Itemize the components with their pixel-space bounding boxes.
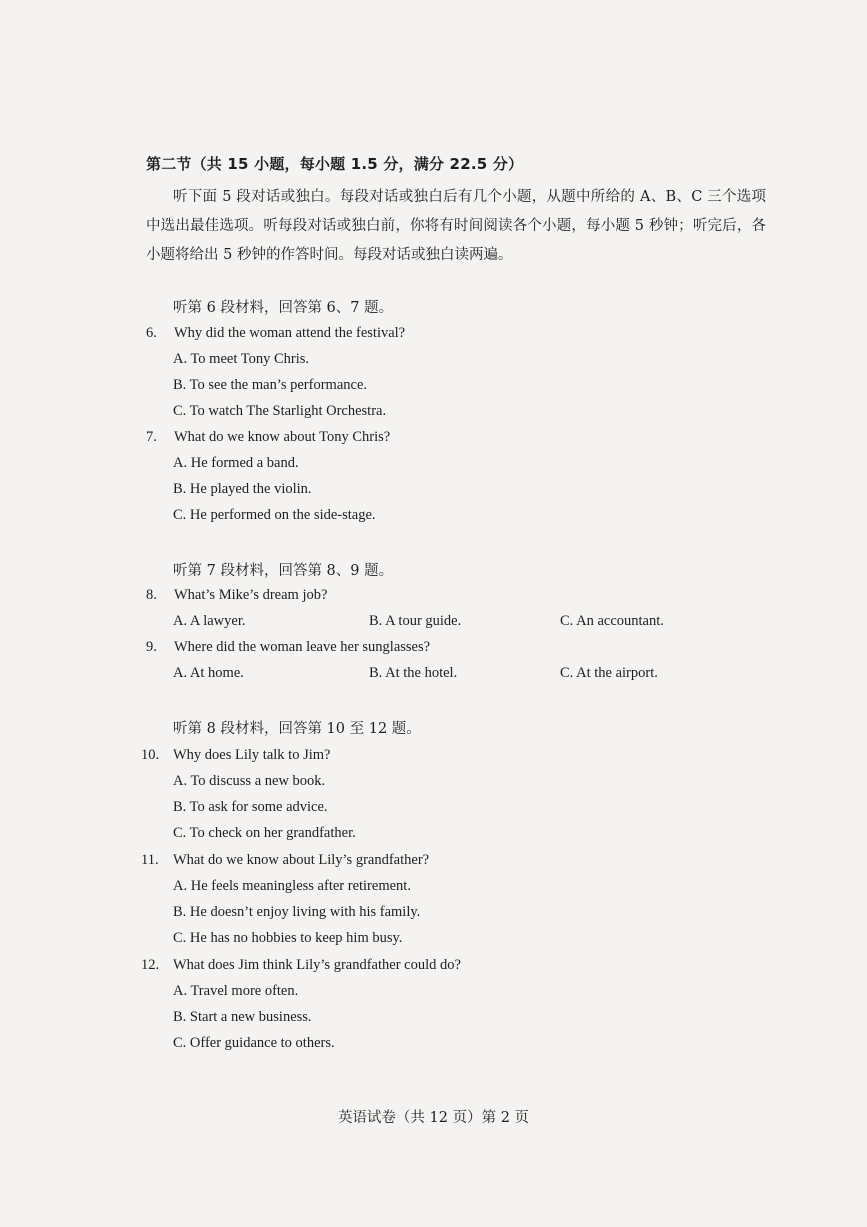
section-instructions: 听下面 5 段对话或独白。每段对话或独白后有几个小题，从题中所给的 A、B、C 三个选项中选出最佳选项。听每段对话或独白前，你将有时间阅读各个小题，每小题 5 秒钟；听完后，各小题将给出 5 秒钟的作答时间。每段对话或独白读两遍。 — [146, 189, 766, 263]
question-number: 9. — [146, 639, 157, 655]
group-heading-7: 听第 7 段材料，回答第 8、9 题。 — [173, 563, 394, 579]
section-title: 第二节（共 15 小题，每小题 1.5 分，满分 22.5 分） — [146, 155, 524, 173]
question-text: Why did the woman attend the festival? — [174, 325, 406, 341]
question-text: What do we know about Tony Chris? — [174, 429, 391, 445]
option-b: B. To see the man’s performance. — [173, 377, 368, 393]
group-heading-6: 听第 6 段材料，回答第 6、7 题。 — [173, 300, 394, 316]
option-c: C. To check on her grandfather. — [173, 825, 356, 841]
question-number: 6. — [146, 325, 157, 341]
option-a: A. To discuss a new book. — [173, 773, 326, 789]
page-footer: 英语试卷（共 12 页）第 2 页 — [337, 1110, 530, 1126]
option-c: C. To watch The Starlight Orchestra. — [173, 403, 387, 419]
question-text: What’s Mike’s dream job? — [174, 587, 328, 603]
option-a: A. To meet Tony Chris. — [173, 351, 309, 367]
option-b: B. He doesn’t enjoy living with his family. — [173, 904, 421, 920]
question-number: 8. — [146, 587, 157, 603]
option-b: B. A tour guide. — [369, 613, 462, 629]
option-c: C. An accountant. — [560, 613, 664, 629]
option-c: C. Offer guidance to others. — [173, 1035, 335, 1051]
option-a: A. He formed a band. — [173, 455, 299, 471]
question-text: What do we know about Lily’s grandfather? — [173, 852, 430, 868]
option-a: A. Travel more often. — [173, 983, 299, 999]
option-b: B. He played the violin. — [173, 481, 312, 497]
option-c: C. He performed on the side-stage. — [173, 507, 376, 523]
question-number: 12. — [141, 957, 160, 973]
option-c: C. He has no hobbies to keep him busy. — [173, 930, 403, 946]
group-heading-8: 听第 8 段材料，回答第 10 至 12 题。 — [173, 721, 421, 737]
option-c: C. At the airport. — [560, 665, 658, 681]
question-text: Where did the woman leave her sunglasses? — [174, 639, 431, 655]
question-number: 7. — [146, 429, 157, 445]
option-a: A. At home. — [173, 665, 244, 681]
option-b: B. At the hotel. — [369, 665, 458, 681]
option-b: B. To ask for some advice. — [173, 799, 328, 815]
question-text: Why does Lily talk to Jim? — [173, 747, 331, 763]
option-a: A. He feels meaningless after retirement. — [173, 878, 411, 894]
option-b: B. Start a new business. — [173, 1009, 312, 1025]
option-a: A. A lawyer. — [173, 613, 246, 629]
question-text: What does Jim think Lily’s grandfather could do? — [173, 957, 461, 973]
question-number: 11. — [141, 852, 159, 868]
question-number: 10. — [141, 747, 160, 763]
